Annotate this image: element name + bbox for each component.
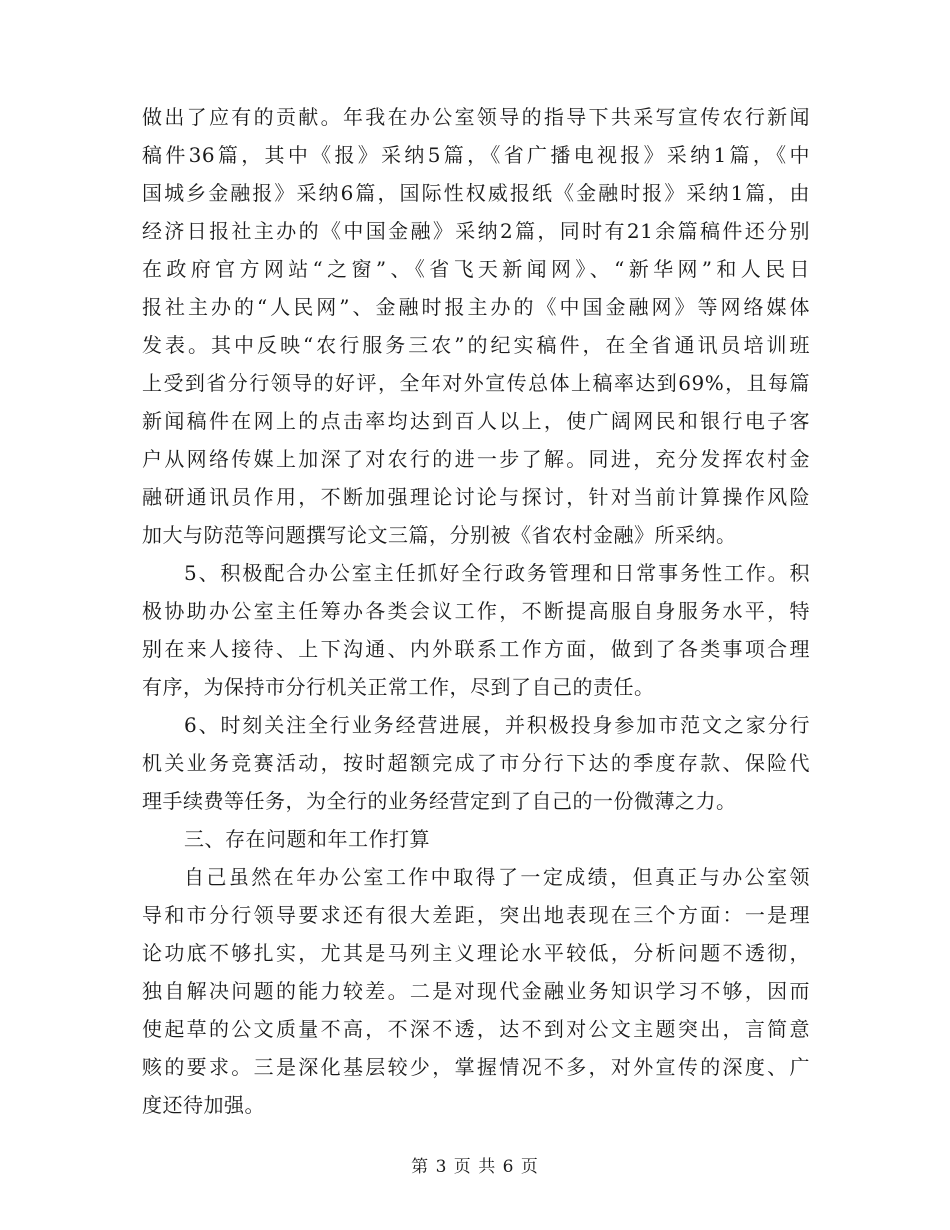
text-line: 独自解决问题的能力较差。二是对现代金融业务知识学习不够，因而 — [142, 979, 810, 1003]
page-number-footer: 第 3 页 共 6 页 — [411, 1157, 539, 1177]
paragraph-start-line: 自己虽然在年办公室工作中取得了一定成绩，但真正与办公室领 — [184, 865, 810, 889]
text-line: 做出了应有的贡献。年我在办公室领导的指导下共采写宣传农行新闻 — [142, 105, 810, 129]
text-line: 有序，为保持市分行机关正常工作，尽到了自己的责任。 — [142, 675, 655, 699]
text-line: 在政府官方网站“之窗”、《省飞天新闻网》、“新华网”和人民日 — [142, 257, 810, 281]
text-line: 户从网络传媒上加深了对农行的进一步了解。同进，充分发挥农村金 — [142, 447, 810, 471]
text-line: 理手续费等任务，为全行的业务经营定到了自己的一份微薄之力。 — [142, 789, 737, 813]
text-line: 使起草的公文质量不高，不深不透，达不到对公文主题突出，言简意 — [142, 1017, 810, 1041]
text-line: 论功底不够扎实，尤其是马列主义理论水平较低，分析问题不透彻， — [142, 941, 810, 965]
paragraph-start-line: 5、积极配合办公室主任抓好全行政务管理和日常事务性工作。积 — [184, 561, 810, 585]
text-line: 融研通讯员作用，不断加强理论讨论与探讨，针对当前计算操作风险 — [142, 485, 810, 509]
text-line: 国城乡金融报》采纳6篇，国际性权威报纸《金融时报》采纳1篇，由 — [142, 181, 810, 205]
section-heading: 三、存在问题和年工作打算 — [184, 827, 430, 851]
text-line: 度还待加强。 — [142, 1093, 265, 1117]
text-line: 上受到省分行领导的好评，全年对外宣传总体上稿率达到69%，且每篇 — [142, 371, 810, 395]
text-line: 稿件36篇，其中《报》采纳5篇，《省广播电视报》采纳1篇，《中 — [142, 143, 810, 167]
text-line: 极协助办公室主任筹办各类会议工作，不断提高服自身服务水平，特 — [142, 599, 810, 623]
text-line: 别在来人接待、上下沟通、内外联系工作方面，做到了各类事项合理 — [142, 637, 810, 661]
text-line: 赅的要求。三是深化基层较少，掌握情况不多，对外宣传的深度、广 — [142, 1055, 810, 1079]
document-page — [142, 98, 810, 1124]
text-line: 报社主办的“人民网”、金融时报主办的《中国金融网》等网络媒体 — [142, 295, 810, 319]
text-line: 导和市分行领导要求还有很大差距，突出地表现在三个方面：一是理 — [142, 903, 810, 927]
text-line: 发表。其中反映“农行服务三农”的纪实稿件，在全省通讯员培训班 — [142, 333, 810, 357]
paragraph-start-line: 6、时刻关注全行业务经营进展，并积极投身参加市范文之家分行 — [184, 713, 810, 737]
text-line: 新闻稿件在网上的点击率均达到百人以上，使广阔网民和银行电子客 — [142, 409, 810, 433]
text-line: 机关业务竞赛活动，按时超额完成了市分行下达的季度存款、保险代 — [142, 751, 810, 775]
text-line: 加大与防范等问题撰写论文三篇，分别被《省农村金融》所采纳。 — [142, 523, 737, 547]
text-line: 经济日报社主办的《中国金融》采纳2篇，同时有21余篇稿件还分别 — [142, 219, 810, 243]
document-body — [142, 98, 810, 1124]
